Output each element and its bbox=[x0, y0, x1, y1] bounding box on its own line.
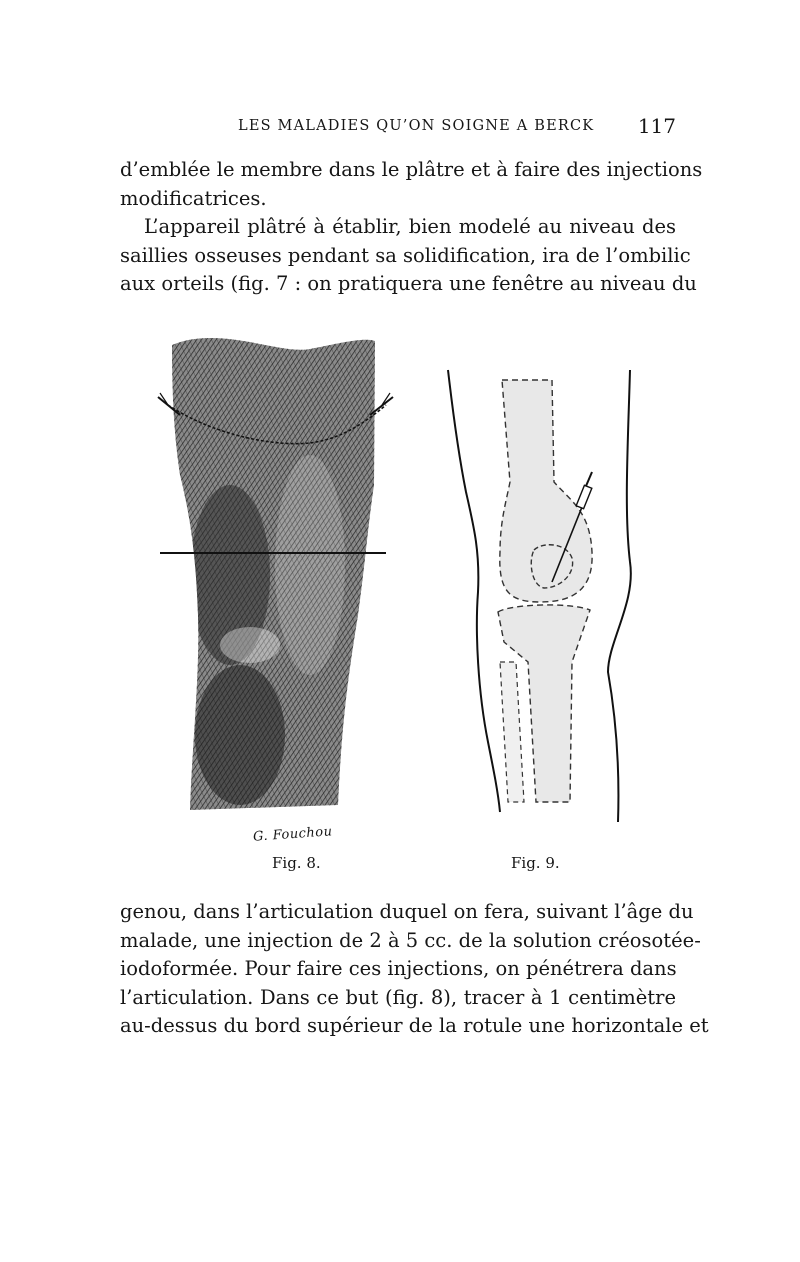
text-line: au-dessus du bord supérieur de la rotule une horizontale et bbox=[120, 1014, 709, 1037]
engraver-signature: G. Fouchou bbox=[252, 824, 333, 845]
text-line: aux orteils (fig. 7 : on pratiquera une fenêtre au niveau du bbox=[120, 272, 697, 295]
text-line: d’emblée le membre dans le plâtre et à faire des injections bbox=[120, 158, 703, 181]
fig9-caption: Fig. 9. bbox=[511, 854, 560, 872]
leg-outline-left bbox=[448, 370, 500, 812]
paragraph-genou bbox=[120, 898, 709, 1041]
running-title: LES MALADIES QU’ON SOIGNE A BERCK bbox=[238, 118, 595, 134]
leg-outline-right bbox=[608, 370, 631, 822]
text-line: l’articulation. Dans ce but (fig. 8), tracer à 1 centimètre bbox=[120, 985, 676, 1009]
paragraph-appareil bbox=[120, 213, 697, 299]
fibula-shape bbox=[500, 662, 524, 802]
text-line: modificatrices. bbox=[120, 186, 267, 210]
paragraph-continued bbox=[120, 156, 703, 213]
text-line: iodoformée. Pour faire ces injections, on pénétrera dans bbox=[120, 957, 677, 980]
page-number: 117 bbox=[637, 114, 676, 138]
running-header bbox=[120, 114, 680, 142]
text-line: malade, une injection de 2 à 5 cc. de la solution créosotée- bbox=[120, 928, 701, 952]
knee-diagram-figure bbox=[440, 362, 680, 832]
knee-engraving-figure bbox=[150, 315, 400, 825]
text-line: L’appareil plâtré à établir, bien modelé au niveau des bbox=[144, 215, 676, 238]
fig8-caption: Fig. 8. bbox=[272, 854, 321, 872]
text-line: saillies osseuses pendant sa solidification, ira de l’ombilic bbox=[120, 243, 691, 267]
femur-shape bbox=[500, 380, 592, 602]
text-line: genou, dans l’articulation duquel on fera, suivant l’âge du bbox=[120, 900, 694, 923]
